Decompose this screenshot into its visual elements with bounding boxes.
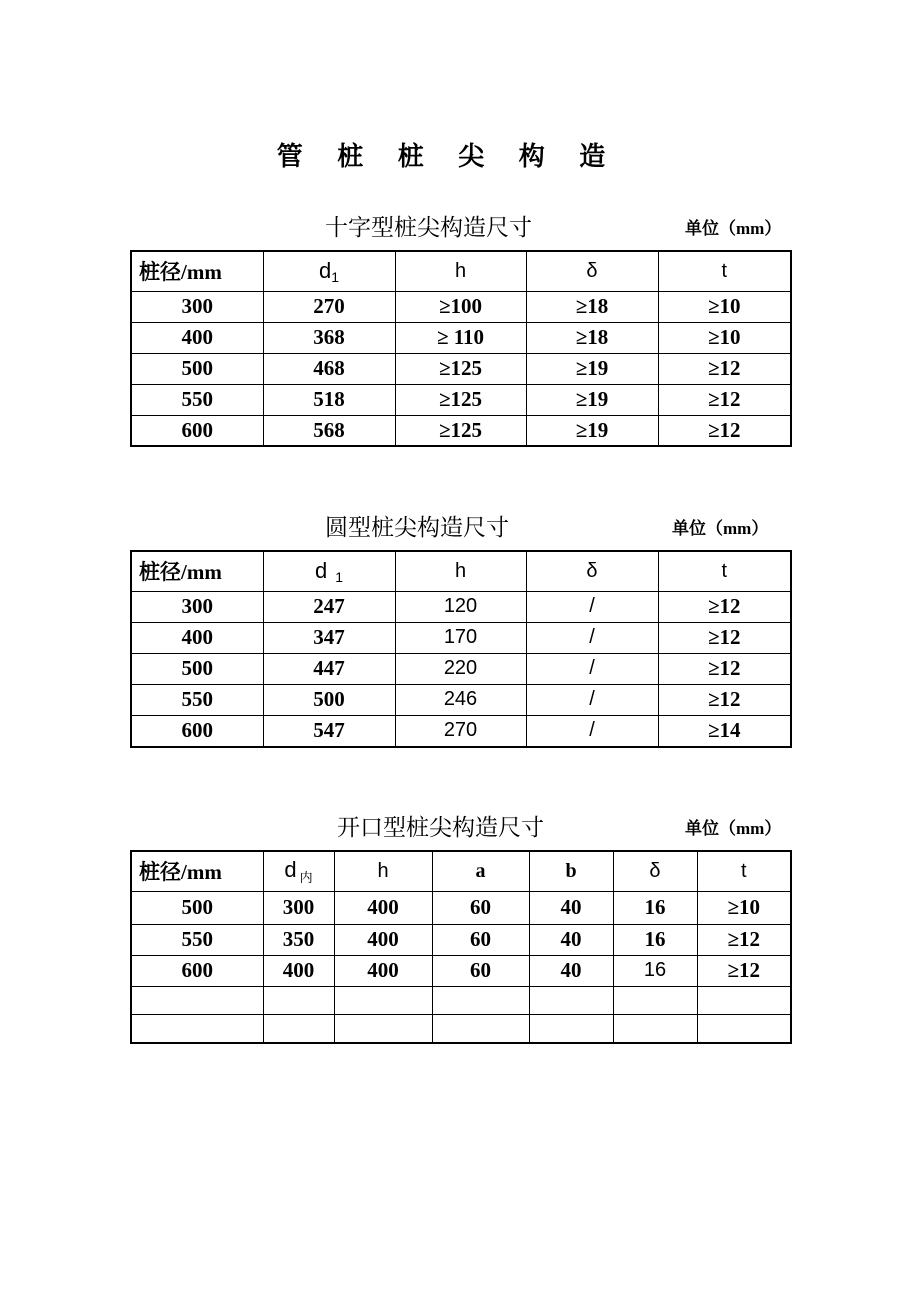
- table-row: [131, 622, 791, 653]
- header-d-inner: [263, 851, 334, 891]
- header-t: t: [658, 251, 791, 291]
- cell-h: 400: [334, 891, 432, 924]
- cell-t: ≥12: [658, 353, 791, 384]
- table-row: [131, 415, 791, 446]
- header-diameter: 桩径/mm: [131, 551, 263, 591]
- cell-b: 40: [529, 924, 613, 955]
- cell-diameter: 550: [131, 924, 263, 955]
- cell-t: ≥14: [658, 715, 791, 747]
- header-row: [131, 251, 791, 291]
- round-type-table: [130, 550, 792, 748]
- header-delta: δ: [526, 551, 658, 591]
- header-row: [131, 551, 791, 591]
- table-row: [131, 891, 791, 924]
- cell-delta: ≥19: [526, 384, 658, 415]
- cell-diameter: 400: [131, 322, 263, 353]
- empty-cell: [529, 986, 613, 1014]
- cell-diameter: 500: [131, 891, 263, 924]
- cell-d1: 247: [263, 591, 395, 622]
- header-diameter: 桩径/mm: [131, 251, 263, 291]
- header-delta: δ: [613, 851, 697, 891]
- cell-d-inner: 350: [263, 924, 334, 955]
- cell-delta: 16: [613, 955, 697, 986]
- table-row: [131, 653, 791, 684]
- header-diameter: 桩径/mm: [131, 851, 263, 891]
- cell-h: ≥100: [395, 291, 526, 322]
- header-h: h: [395, 251, 526, 291]
- cell-diameter: 400: [131, 622, 263, 653]
- cell-diameter: 300: [131, 591, 263, 622]
- cell-t: ≥10: [658, 291, 791, 322]
- header-h: h: [334, 851, 432, 891]
- empty-cell: [613, 986, 697, 1014]
- cell-delta: 16: [613, 924, 697, 955]
- cell-d-inner: 300: [263, 891, 334, 924]
- open-type-caption: 开口型桩尖构造尺寸: [337, 815, 544, 840]
- cell-h: 170: [395, 622, 526, 653]
- cell-d1: 500: [263, 684, 395, 715]
- round-type-unit: 单位（mm）: [672, 519, 769, 538]
- header-d-base: d: [314, 557, 328, 583]
- cell-delta: 16: [613, 891, 697, 924]
- empty-cell: [131, 986, 263, 1014]
- header-h: h: [395, 551, 526, 591]
- empty-cell: [432, 1014, 529, 1043]
- cell-h: ≥125: [395, 415, 526, 446]
- cell-a: 60: [432, 955, 529, 986]
- empty-row: [131, 1014, 791, 1043]
- empty-cell: [334, 986, 432, 1014]
- cell-d1: 547: [263, 715, 395, 747]
- header-d1: [263, 551, 395, 591]
- empty-cell: [529, 1014, 613, 1043]
- empty-cell: [334, 1014, 432, 1043]
- table-row: [131, 684, 791, 715]
- header-delta: δ: [526, 251, 658, 291]
- cell-delta: /: [526, 684, 658, 715]
- cell-diameter: 550: [131, 384, 263, 415]
- cross-type-unit: 单位（mm）: [685, 219, 782, 238]
- table-row: [131, 591, 791, 622]
- cell-diameter: 500: [131, 353, 263, 384]
- empty-cell: [613, 1014, 697, 1043]
- cell-diameter: 300: [131, 291, 263, 322]
- cell-b: 40: [529, 891, 613, 924]
- cell-d1: 518: [263, 384, 395, 415]
- table-row: [131, 353, 791, 384]
- cell-a: 60: [432, 924, 529, 955]
- empty-cell: [697, 1014, 791, 1043]
- cell-d1: 447: [263, 653, 395, 684]
- empty-cell: [263, 986, 334, 1014]
- table-row: [131, 384, 791, 415]
- cross-type-table: [130, 250, 792, 447]
- cell-t: ≥10: [697, 891, 791, 924]
- cell-d1: 568: [263, 415, 395, 446]
- cell-diameter: 550: [131, 684, 263, 715]
- header-a: a: [432, 851, 529, 891]
- table-row: [131, 291, 791, 322]
- open-type-table: [130, 850, 792, 1044]
- empty-cell: [697, 986, 791, 1014]
- cell-h: ≥125: [395, 384, 526, 415]
- cell-t: ≥10: [658, 322, 791, 353]
- cell-h: 120: [395, 591, 526, 622]
- header-d1: [263, 251, 395, 291]
- cell-t: ≥12: [658, 684, 791, 715]
- cell-diameter: 600: [131, 415, 263, 446]
- cell-b: 40: [529, 955, 613, 986]
- cell-delta: ≥18: [526, 322, 658, 353]
- cell-t: ≥12: [697, 955, 791, 986]
- header-row: [131, 851, 791, 891]
- cell-h: 400: [334, 955, 432, 986]
- round-type-caption: 圆型桩尖构造尺寸: [325, 515, 509, 540]
- cell-delta: ≥19: [526, 353, 658, 384]
- header-d-base: d: [318, 257, 332, 283]
- cell-t: ≥12: [658, 384, 791, 415]
- cell-delta: ≥18: [526, 291, 658, 322]
- table-row: [131, 955, 791, 986]
- cell-delta: /: [526, 591, 658, 622]
- cell-diameter: 600: [131, 715, 263, 747]
- cell-delta: /: [526, 715, 658, 747]
- table-row: [131, 715, 791, 747]
- cell-h: 270: [395, 715, 526, 747]
- empty-cell: [432, 986, 529, 1014]
- header-t: t: [697, 851, 791, 891]
- header-d-sub: 内: [299, 869, 313, 885]
- table-row: [131, 924, 791, 955]
- cell-d-inner: 400: [263, 955, 334, 986]
- cell-t: ≥12: [658, 653, 791, 684]
- cell-t: ≥12: [697, 924, 791, 955]
- header-d-sub: 1: [335, 568, 344, 585]
- header-d-base: d: [284, 856, 297, 882]
- cell-h: 220: [395, 653, 526, 684]
- table-row: [131, 322, 791, 353]
- cell-delta: /: [526, 653, 658, 684]
- cell-delta: ≥19: [526, 415, 658, 446]
- cell-diameter: 500: [131, 653, 263, 684]
- empty-cell: [131, 1014, 263, 1043]
- cell-t: ≥12: [658, 622, 791, 653]
- page-title: 管 桩 桩 尖 构 造: [276, 142, 620, 171]
- cell-d1: 270: [263, 291, 395, 322]
- empty-cell: [263, 1014, 334, 1043]
- cell-t: ≥12: [658, 415, 791, 446]
- cell-a: 60: [432, 891, 529, 924]
- cell-t: ≥12: [658, 591, 791, 622]
- open-type-unit: 单位（mm）: [685, 819, 782, 838]
- empty-row: [131, 986, 791, 1014]
- header-b: b: [529, 851, 613, 891]
- cell-h: 246: [395, 684, 526, 715]
- cell-delta: /: [526, 622, 658, 653]
- cell-d1: 468: [263, 353, 395, 384]
- cell-d1: 368: [263, 322, 395, 353]
- cell-h: ≥ 110: [395, 322, 526, 353]
- cell-diameter: 600: [131, 955, 263, 986]
- header-t: t: [658, 551, 791, 591]
- cross-type-caption: 十字型桩尖构造尺寸: [325, 215, 532, 240]
- header-d-sub: 1: [331, 268, 340, 285]
- cell-h: 400: [334, 924, 432, 955]
- cell-d1: 347: [263, 622, 395, 653]
- cell-h: ≥125: [395, 353, 526, 384]
